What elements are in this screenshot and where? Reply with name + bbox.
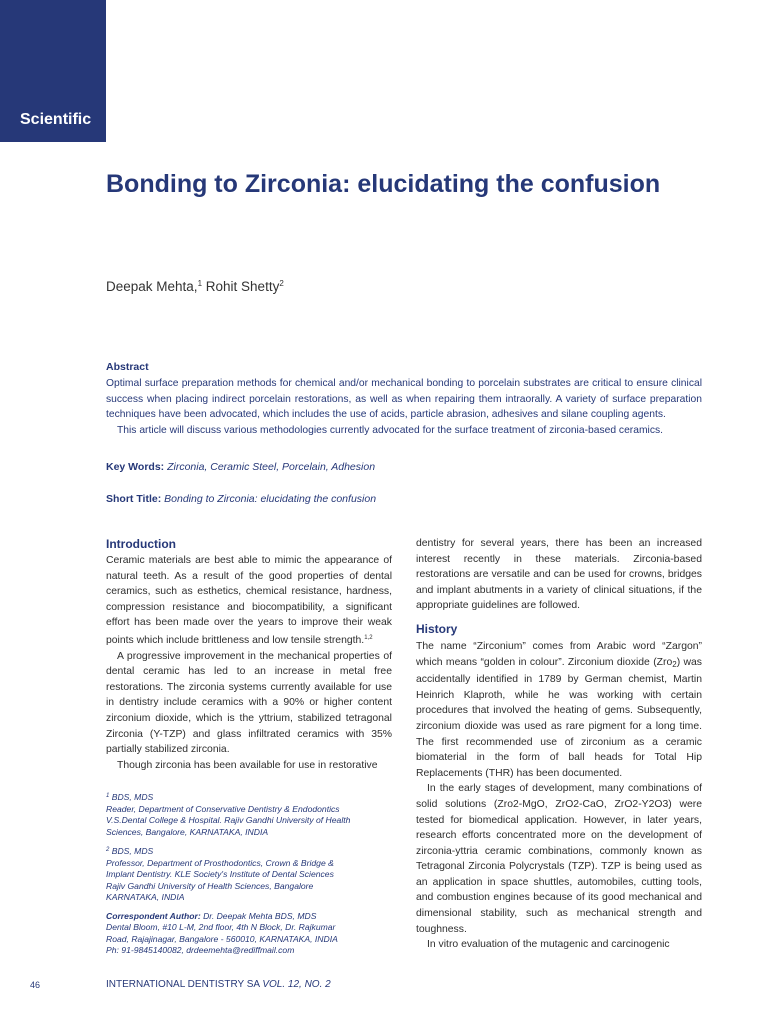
footnote-2 [106, 845, 396, 904]
intro-paragraph-1 [106, 553, 392, 649]
footnote-1-line-1: Reader, Department of Conservative Dentistry & Endodontics [106, 803, 340, 814]
abstract-paragraph-2: This article will discuss various methodologies currently advocated for the surface treatment of zirconia-based ceramics. [117, 424, 663, 436]
footnote-2-line-1: Professor, Department of Prosthodontics, Crown & Bridge & [106, 857, 334, 868]
intro-continuation: dentistry for several years, there has been an increased interest recently in these materials. Zirconia-based restorations are versatile and can be used for crowns, bridges and implant abutments in a variety of clinical situations, if the appropriate guidelines are followed. [416, 538, 702, 612]
subscript-2: 2 [672, 659, 677, 669]
footnote-2-degree-line [106, 845, 396, 858]
history-paragraph-1 [416, 639, 702, 781]
page-number: 46 [30, 980, 41, 990]
history-paragraph-2: In the early stages of development, many combinations of solid solutions (Zro2-MgO, ZrO2-CaO, ZrO2-Y2O3) were tested for biomedical application. However, in later years, research efforts concentrated more on the development of zirconia-yttria ceramic combinations, commonly known as Tetragonal Zirconia Polycrystals (TZP). TZP is being used as an application in space shuttles, automobiles, cutting tools, and combustion engines because of its good mechanical and dimensional stability, such as mechanical strength and toughness. [416, 783, 702, 935]
abstract-body [106, 376, 702, 438]
intro-paragraph-3: Though zirconia has been available for use in restorative [117, 759, 378, 771]
short-title [106, 493, 376, 505]
correspondent-line-3: Road, Rajajinagar, Bangalore - 560010, KARNATAKA, INDIA [106, 933, 338, 944]
footnote-2-mark: 2 [106, 847, 110, 853]
introduction-heading: Introduction [106, 537, 176, 551]
short-title-value: Bonding to Zirconia: elucidating the confusion [164, 493, 377, 505]
keywords-value: Zirconia, Ceramic Steel, Porcelain, Adhesion [167, 461, 376, 473]
author-footnotes [106, 791, 396, 964]
correspondent-name: Dr. Deepak Mehta BDS, MDS [203, 910, 317, 921]
author-1-affiliation-mark: 1 [197, 279, 203, 288]
footnote-1-mark: 1 [106, 793, 110, 799]
history-heading: History [416, 621, 458, 636]
correspondent-label: Correspondent Author: [106, 910, 201, 921]
section-tab [0, 0, 106, 142]
footnote-1-degree-line [106, 791, 396, 804]
footnote-1 [106, 791, 396, 838]
journal-footer [106, 979, 331, 990]
journal-volume: VOL. 12, NO. 2 [262, 979, 331, 990]
footnote-2-line-4: KARNATAKA, INDIA [106, 892, 185, 902]
correspondent-line-1 [106, 911, 396, 923]
short-title-label: Short Title: [106, 493, 162, 505]
history-paragraph-1-b: ) was accidentally identified in 1789 by German chemist, Martin Heinrich Klaproth, while he was working with certain procedures that involved the heating of gems. Subsequently, zirconium dioxide was used as rare pigment for a long time. The first recommended use of zirconium as a ceramic biomaterial in the form of ball heads for Total Hip Replacements (THR) has been documented. [416, 656, 702, 779]
footnote-2-degree: BDS, MDS [111, 846, 154, 856]
keywords-label: Key Words: [106, 461, 165, 473]
footnote-1-degree: BDS, MDS [111, 792, 154, 802]
author-2: Rohit Shetty [205, 279, 280, 294]
keywords [106, 461, 375, 473]
footnote-2-line-2: Implant Dentistry. KLE Society's Institute of Dental Sciences [106, 869, 334, 879]
footnote-2-line-3: Rajiv Gandhi University of Health Sciences, Bangalore [106, 880, 314, 891]
article-title: Bonding to Zirconia: elucidating the confusion [106, 170, 661, 198]
correspondent-line-2: Dental Bloom, #10 L-M, 2nd floor, 4th N Block, Dr. Rajkumar [106, 922, 336, 932]
journal-name: INTERNATIONAL DENTISTRY SA [106, 979, 260, 990]
intro-paragraph-2: A progressive improvement in the mechanical properties of dental ceramic has led to an increase in metal free restorations. The zirconia systems currently available for use in dentistry include ceramics with a 90% or higher content zirconium dioxide, which is the yttrium, stabilized tetragonal Zirconia (Y-TZP) and glass infiltrated ceramics with 35% partially stabilized zirconia. [106, 650, 392, 756]
author-1: Deepak Mehta, [106, 279, 198, 294]
author-list [106, 279, 284, 294]
intro-ref-mark: 1,2 [364, 634, 373, 641]
history-paragraph-3: In vitro evaluation of the mutagenic and carcinogenic [427, 939, 670, 951]
right-column [416, 536, 702, 953]
section-label: Scientific [20, 111, 92, 128]
correspondent-author [106, 911, 396, 957]
history-paragraph-1-a: The name “Zirconium” comes from Arabic word “Zargon” which means “golden in colour”. Zirconium dioxide (Zro [416, 640, 702, 668]
footnote-1-line-3: Sciences, Bangalore, KARNATAKA, INDIA [106, 826, 269, 837]
correspondent-line-4: Ph: 91-9845140082, drdeemehta@rediffmail.com [106, 945, 295, 955]
author-2-affiliation-mark: 2 [279, 279, 284, 288]
footnote-1-line-2: V.S.Dental College & Hospital. Rajiv Gandhi University of Health [106, 815, 351, 825]
left-column [106, 536, 392, 773]
intro-paragraph-1-text: Ceramic materials are best able to mimic the appearance of natural teeth. As a result of the good properties of dental ceramics, such as esthetics, chemical resistance, hardness, compression resistance and biocompatibility, a significant effort has been made over the years to improve their weak points which include brittleness and low tensile strength. [106, 555, 392, 646]
abstract-heading: Abstract [106, 361, 149, 373]
abstract-paragraph-1: Optimal surface preparation methods for chemical and/or mechanical bonding to porcelain substrates are critical to ensure clinical success when placing indirect porcelain restorations, as well as when repairing them intraorally. A variety of surface preparation techniques have been advocated, which includes the use of acids, particle abrasion, adhesives and silane coupling agents. [106, 378, 702, 421]
